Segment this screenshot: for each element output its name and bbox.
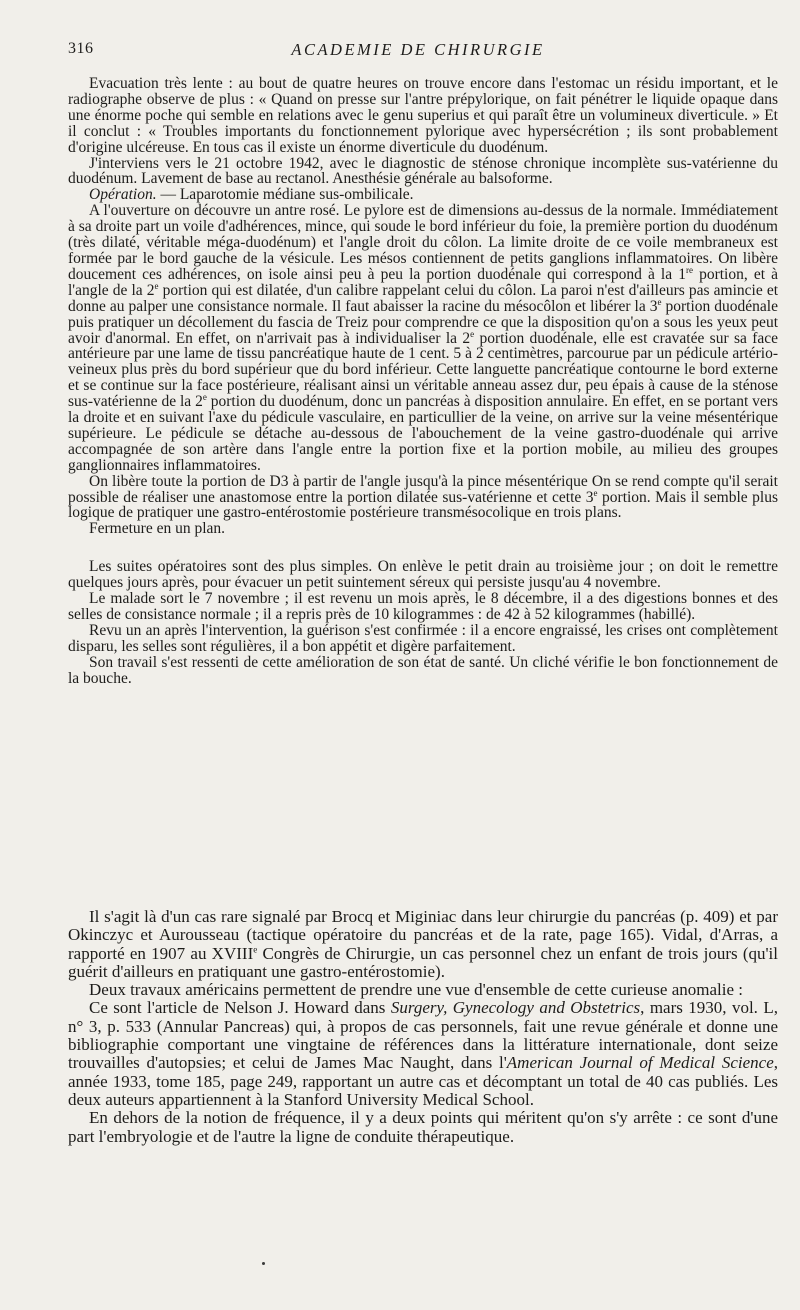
- operation-label: Opération.: [89, 186, 157, 204]
- operation-paragraph: Opération. — Laparotomie médiane sus-ombilicale.: [89, 186, 414, 204]
- paragraph: On libère toute la portion de D3 à partir de l'angle jusqu'à la pince mésentérique On se rend compte qu'il serait possible de réaliser une anastomose entre la portion dilatée sus-vatérienne et cette 3e portion. Mais il semble plus logique de pratiquer une gastro-entérostomie postérieure transmésocolique en trois plans.: [68, 472, 778, 522]
- paragraph: J'interviens vers le 21 octobre 1942, avec le diagnostic de sténose chronique incomplète sus-vatérienne du duodénum. Lavement de base au rectanol. Anesthésie générale au balsoforme.: [68, 154, 778, 188]
- operation-description: A l'ouverture on découvre un antre rosé. Le pylore est de dimensions au-dessus de la normale. Immédiatement à sa droite part un voile d'adhérences, mince, qui soude le bord inférieur du foie, la première portion du duodénum (très dilaté, véritable méga-duodénum) et l'angle droit du côlon. La limite droite de ce voile membraneux est formée par le bord gauche de la vésicule. Les mésos contiennent de petits ganglions inflammatoires. On libère doucement ces adhérences, on isole ainsi peu à peu la portion duodénale qui correspond à la 1re portion, et à l'angle de la 2e portion qui est dilatée, d'un calibre rappelant celui du côlon. La paroi n'est d'ailleurs pas amincie et donne au palper une consistance normale. Il faut abaisser la racine du mésocôlon et libérer la 3e portion duodénale puis pratiquer un décollement du fascia de Treiz pour comprendre ce que la disposition qu'on a sous les yeux peut avoir d'anormal. En effet, on n'arrivait pas à individualiser la 2e portion duodénale, elle est cravatée sur sa face antérieure par une lame de tissu pancréatique haute de 1 cent. 5 à 2 centimètres, parcourue par un pédicule artério-veineux plus près du bord supérieur que du bord inférieur. Cette languette pancréatique contourne le bord externe et se continue sur la face postérieure, réalisant ainsi un véritable anneau assez dur, peu épais à cause de la sténose sus-vatérienne de la 2e portion du duodénum, donc un pancréas à disposition annulaire. En effet, en se portant vers la droite et en suivant l'axe du pédicule vasculaire, en particullier de la veine, on arrive sur la veine mésentérique supérieure. Le pédicule se détache au-dessous de l'abouchement de la veine gastro-duodénale qui arrive accompagnée de son artère dans l'angle entre la portion fixe et la portion mobile, au milieu des groupes ganglionnaires inflammatoires.: [68, 202, 779, 474]
- paragraph: En dehors de la notion de fréquence, il y a deux points qui méritent qu'on s'y arrête : ce sont d'une part l'embryologie et de l'autre la ligne de conduite thérapeutique.: [68, 1108, 778, 1146]
- discussion: [68, 908, 778, 1146]
- ink-spot: [262, 1262, 265, 1265]
- paragraph: Il s'agit là d'un cas rare signalé par Brocq et Miginiac dans leur chirurgie du pancréas (p. 409) et par Okinczyc et Aurousseau (tactique opératoire du pancréas et de la rate, page 165). Vidal, d'Arras, a rapporté en 1907 au XVIIIe Congrès de Chirurgie, un cas personnel chez un enfant de trois jours (qu'il guérit d'ailleurs en pratiquant une gastro-entérostomie).: [68, 907, 779, 981]
- paragraph: Ce sont l'article de Nelson J. Howard dans Surgery, Gynecology and Obstetrics, mars 1930, vol. L, n° 3, p. 533 (Annular Pancreas) qui, à propos de cas personnels, fait une revue générale et donne une bibliographie comportant une vingtaine de références dans la littérature internationale, dont seize trouvailles d'autopsies; et celui de James Mac Naught, dans l'American Journal of Medical Science, année 1933, tome 185, page 249, rapportant un autre cas et décomptant un total de 40 cas publiés. Les deux auteurs appartiennent à la Stanford University Medical School.: [68, 998, 778, 1109]
- case-report: [68, 76, 778, 687]
- paragraph: Deux travaux américains permettent de prendre une vue d'ensemble de cette curieuse anomalie :: [89, 980, 743, 1000]
- paragraph: Revu un an après l'intervention, la guérison s'est confirmée : il a encore engraissé, les crises ont complètement disparu, les selles sont régulières, il a bon appétit et digère parfaitement.: [68, 621, 778, 655]
- page-number: 316: [68, 40, 94, 57]
- page-header: [68, 40, 768, 62]
- paragraph: Le malade sort le 7 novembre ; il est revenu un mois après, le 8 décembre, il a des digestions bonnes et des selles de consistance normale ; il a repris près de 10 kilogrammes : de 42 à 52 kilogrammes (habillé).: [68, 590, 778, 623]
- paragraph: Evacuation très lente : au bout de quatre heures on trouve encore dans l'estomac un résidu important, et le radiographe observe de plus : « Quand on presse sur l'antre prépylorique, on fait pénétrer le liquide opaque dans une énorme poche qui semble en relations avec le genu superius et qui paraît être un volumineux diverticule. » Et il conclut : « Troubles importants du fonctionnement pylorique avec hypersécrétion ; ils sont probablement d'origine ulcéreuse. En tous cas il existe un énorme diverticule du duodénum.: [68, 75, 778, 156]
- paragraph: Les suites opératoires sont des plus simples. On enlève le petit drain au troisième jour ; on doit le remettre quelques jours après, pour évacuer un petit suintement séreux qui persiste jusqu'au 4 novembre.: [68, 558, 778, 592]
- paragraph: Son travail s'est ressenti de cette amélioration de son état de santé. Un cliché vérifie le bon fonctionnement de la bouche.: [68, 653, 778, 687]
- paragraph: Fermeture en un plan.: [89, 520, 226, 538]
- running-title: ACADEMIE DE CHIRURGIE: [291, 40, 545, 59]
